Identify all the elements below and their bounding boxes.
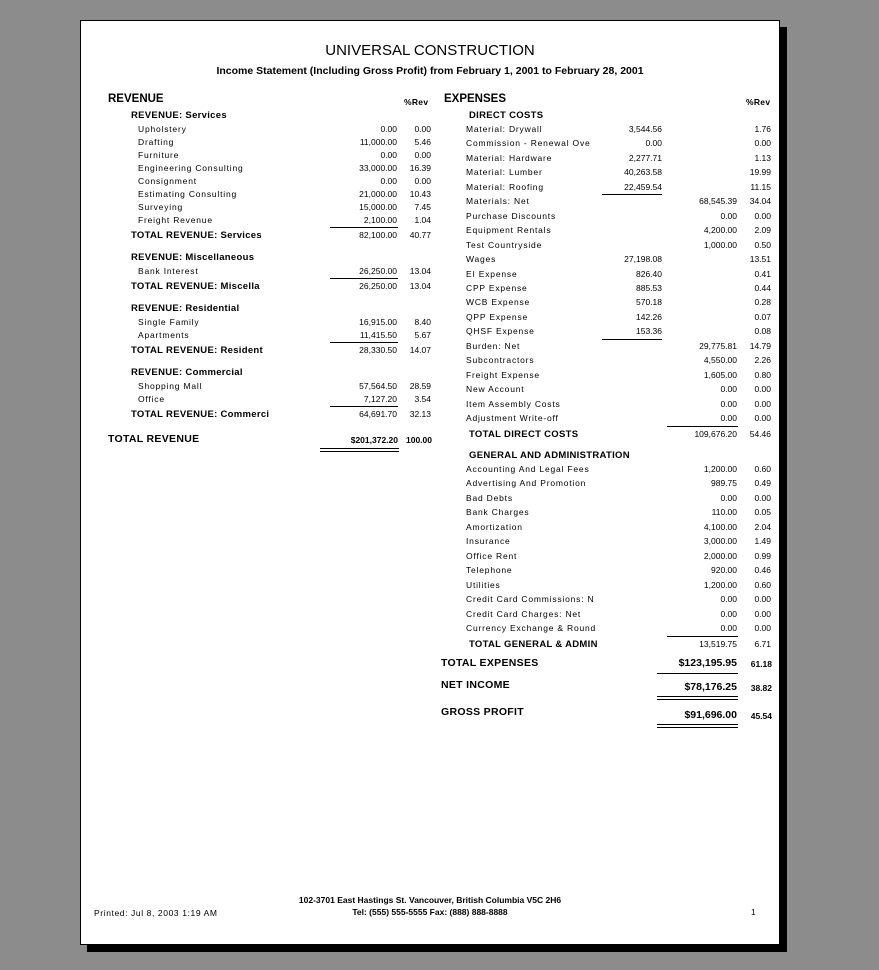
direct-cost-item-name: Freight Expense [466, 370, 540, 380]
total-rule [657, 699, 738, 700]
direct-cost-amount: 68,545.39 [699, 196, 737, 206]
revenue-item-amount: 21,000.00 [359, 189, 397, 199]
total-revenue-label: TOTAL REVENUE [108, 433, 200, 445]
gross-profit-label: GROSS PROFIT [441, 706, 524, 718]
direct-cost-amount: 0.00 [720, 399, 737, 409]
total-direct-costs-label: TOTAL DIRECT COSTS [469, 429, 579, 440]
ga-item-name: Currency Exchange & Round [466, 623, 597, 633]
ga-item-amount: 920.00 [711, 565, 737, 575]
direct-cost-item-name: Material: Hardware [466, 153, 553, 163]
direct-cost-amount: 29,775.81 [699, 341, 737, 351]
total-expenses-amount: $123,195.95 [678, 657, 737, 669]
revenue-item-amount: 7,127.20 [363, 394, 397, 404]
direct-cost-item-name: Purchase Discounts [466, 211, 556, 221]
ga-item-name: Amortization [466, 522, 523, 532]
ga-item-amount: 0.00 [720, 623, 737, 633]
ga-item-name: Credit Card Charges: Net [466, 609, 582, 619]
revenue-item-amount: 11,415.50 [359, 330, 397, 340]
revenue-group-total-amount: 82,100.00 [359, 230, 397, 240]
revenue-item-amount: 2,100.00 [363, 215, 397, 225]
direct-cost-pct: 2.09 [754, 225, 771, 235]
revenue-item-name: Apartments [138, 330, 190, 340]
direct-cost-pct: 11.15 [750, 182, 771, 192]
direct-cost-pct: 0.50 [754, 240, 771, 250]
ga-item-amount: 4,100.00 [703, 522, 737, 532]
subtotal-rule [330, 278, 398, 279]
expenses-heading: EXPENSES [444, 93, 506, 105]
direct-costs-heading: DIRECT COSTS [469, 110, 544, 121]
company-contact: Tel: (555) 555-5555 Fax: (888) 888-8888 [352, 907, 508, 917]
ga-heading: GENERAL AND ADMINISTRATION [469, 450, 630, 461]
subtotal-rule [602, 194, 662, 195]
ga-item-amount: 0.00 [720, 609, 737, 619]
direct-cost-item-name: Burden: Net [466, 341, 521, 351]
ga-item-pct: 2.04 [754, 522, 771, 532]
revenue-group-total-amount: 28,330.50 [359, 345, 397, 355]
ga-item-amount: 0.00 [720, 594, 737, 604]
direct-cost-item-name: Test Countryside [466, 240, 543, 250]
revenue-item-amount: 26,250.00 [359, 266, 397, 276]
direct-cost-pct: 34.04 [749, 196, 771, 206]
subtotal-rule [330, 406, 398, 407]
direct-cost-pct: 0.00 [754, 211, 771, 221]
revenue-item-pct: 8.40 [414, 317, 431, 327]
direct-cost-pct: 0.00 [754, 399, 771, 409]
revenue-item-amount: 0.00 [380, 176, 397, 186]
direct-cost-subamount: 142.26 [636, 312, 662, 322]
direct-cost-amount: 1,605.00 [703, 370, 737, 380]
revenue-item-name: Consignment [138, 176, 197, 186]
ga-item-name: Utilities [466, 580, 501, 590]
revenue-item-pct: 16.39 [409, 163, 431, 173]
revenue-item-pct: 5.46 [414, 137, 431, 147]
total-direct-costs-pct: 54.46 [749, 429, 771, 439]
revenue-group-heading: REVENUE: Residential [131, 303, 240, 314]
total-revenue-pct: 100.00 [406, 435, 432, 445]
revenue-item-amount: 0.00 [380, 150, 397, 160]
revenue-group-heading: REVENUE: Miscellaneous [131, 252, 255, 263]
direct-cost-subamount: 826.40 [636, 269, 662, 279]
printed-timestamp: Printed: Jul 8, 2003 1:19 AM [94, 908, 218, 918]
ga-item-pct: 1.49 [754, 536, 771, 546]
company-title: UNIVERSAL CONSTRUCTION [325, 42, 535, 59]
ga-item-pct: 0.00 [754, 623, 771, 633]
revenue-item-amount: 11,000.00 [359, 137, 397, 147]
subtotal-rule [330, 227, 398, 228]
ga-item-pct: 0.60 [754, 464, 771, 474]
direct-cost-item-name: Subcontractors [466, 355, 535, 365]
direct-cost-subamount: 0.00 [645, 138, 662, 148]
revenue-item-pct: 0.00 [414, 176, 431, 186]
total-ga-pct: 6.71 [754, 639, 771, 649]
direct-cost-item-name: EI Expense [466, 269, 518, 279]
direct-cost-subamount: 3,544.56 [628, 124, 662, 134]
ga-item-name: Insurance [466, 536, 511, 546]
direct-cost-pct: 0.08 [754, 326, 771, 336]
revenue-item-pct: 3.54 [414, 394, 431, 404]
revenue-group-total-label: TOTAL REVENUE: Commerci [131, 409, 270, 420]
revenue-item-name: Engineering Consulting [138, 163, 244, 173]
direct-cost-amount: 1,000.00 [703, 240, 737, 250]
revenue-item-pct: 28.59 [409, 381, 431, 391]
revenue-item-pct: 13.04 [409, 266, 431, 276]
direct-cost-pct: 1.76 [754, 124, 771, 134]
revenue-group-total-label: TOTAL REVENUE: Miscella [131, 281, 260, 292]
ga-item-name: Advertising And Promotion [466, 478, 587, 488]
total-rule [657, 673, 738, 674]
revenue-group-total-pct: 13.04 [409, 281, 431, 291]
direct-cost-subamount: 22,459.54 [624, 182, 662, 192]
total-rule [657, 724, 738, 725]
direct-cost-item-name: Material: Roofing [466, 182, 544, 192]
total-expenses-label: TOTAL EXPENSES [441, 657, 539, 669]
ga-item-pct: 0.46 [754, 565, 771, 575]
subtotal-rule [330, 342, 398, 343]
direct-cost-subamount: 27,198.08 [624, 254, 662, 264]
revenue-item-name: Single Family [138, 317, 200, 327]
ga-item-pct: 0.60 [754, 580, 771, 590]
direct-cost-item-name: Material: Drywall [466, 124, 543, 134]
expenses-pct-heading: %Rev [746, 97, 771, 107]
ga-item-amount: 1,200.00 [703, 464, 737, 474]
net-income-pct: 38.82 [750, 683, 772, 693]
revenue-group-total-amount: 64,691.70 [359, 409, 397, 419]
direct-cost-subamount: 40,263.58 [624, 167, 662, 177]
total-ga-label: TOTAL GENERAL & ADMIN [469, 639, 598, 650]
ga-item-amount: 110.00 [711, 507, 737, 517]
direct-cost-pct: 14.79 [749, 341, 771, 351]
revenue-group-heading: REVENUE: Commercial [131, 367, 243, 378]
subtotal-rule [667, 426, 738, 427]
revenue-group-heading: REVENUE: Services [131, 110, 227, 121]
direct-cost-item-name: Item Assembly Costs [466, 399, 561, 409]
direct-cost-item-name: Adjustment Write-off [466, 413, 559, 423]
revenue-group-total-pct: 14.07 [409, 345, 431, 355]
page-number: 1 [751, 907, 757, 917]
direct-cost-item-name: WCB Expense [466, 297, 531, 307]
ga-item-pct: 0.05 [754, 507, 771, 517]
direct-cost-amount: 0.00 [720, 413, 737, 423]
direct-cost-pct: 0.28 [754, 297, 771, 307]
ga-item-amount: 1,200.00 [703, 580, 737, 590]
revenue-item-pct: 5.67 [414, 330, 431, 340]
direct-cost-item-name: Wages [466, 254, 497, 264]
revenue-item-pct: 1.04 [414, 215, 431, 225]
direct-cost-amount: 0.00 [720, 384, 737, 394]
revenue-item-name: Office [138, 394, 165, 404]
revenue-item-name: Upholstery [138, 124, 187, 134]
direct-cost-subamount: 153.36 [636, 326, 662, 336]
direct-cost-subamount: 2,277.71 [628, 153, 662, 163]
subtotal-rule [667, 636, 738, 637]
ga-item-name: Accounting And Legal Fees [466, 464, 590, 474]
total-rule [320, 451, 399, 452]
direct-cost-amount: 0.00 [720, 211, 737, 221]
revenue-item-amount: 16,915.00 [359, 317, 397, 327]
revenue-pct-heading: %Rev [404, 97, 429, 107]
ga-item-amount: 2,000.00 [703, 551, 737, 561]
net-income-label: NET INCOME [441, 679, 510, 691]
total-direct-costs-amount: 109,676.20 [694, 429, 737, 439]
gross-profit-amount: $91,696.00 [684, 709, 737, 721]
ga-item-name: Office Rent [466, 551, 518, 561]
revenue-group-total-pct: 40.77 [409, 230, 431, 240]
revenue-heading: REVENUE [108, 93, 164, 105]
ga-item-amount: 989.75 [711, 478, 737, 488]
ga-item-name: Bank Charges [466, 507, 530, 517]
revenue-item-name: Drafting [138, 137, 175, 147]
subtotal-rule [602, 339, 662, 340]
direct-cost-pct: 0.00 [754, 384, 771, 394]
total-expenses-pct: 61.18 [750, 659, 772, 669]
direct-cost-pct: 1.13 [754, 153, 771, 163]
direct-cost-item-name: New Account [466, 384, 525, 394]
direct-cost-pct: 0.80 [754, 370, 771, 380]
direct-cost-item-name: QPP Expense [466, 312, 529, 322]
revenue-item-name: Furniture [138, 150, 180, 160]
ga-item-name: Telephone [466, 565, 513, 575]
direct-cost-pct: 0.07 [754, 312, 771, 322]
total-rule [657, 696, 738, 697]
revenue-item-amount: 57,564.50 [359, 381, 397, 391]
direct-cost-item-name: CPP Expense [466, 283, 528, 293]
direct-cost-pct: 13.51 [749, 254, 771, 264]
direct-cost-item-name: QHSF Expense [466, 326, 535, 336]
direct-cost-pct: 0.44 [754, 283, 771, 293]
total-rule [657, 727, 738, 728]
direct-cost-pct: 0.00 [754, 138, 771, 148]
revenue-group-total-amount: 26,250.00 [359, 281, 397, 291]
ga-item-pct: 0.00 [754, 493, 771, 503]
direct-cost-item-name: Material: Lumber [466, 167, 543, 177]
ga-item-pct: 0.00 [754, 594, 771, 604]
ga-item-amount: 0.00 [720, 493, 737, 503]
direct-cost-pct: 2.26 [754, 355, 771, 365]
revenue-group-total-label: TOTAL REVENUE: Resident [131, 345, 264, 356]
ga-item-name: Bad Debts [466, 493, 513, 503]
direct-cost-item-name: Commission - Renewal Ove [466, 138, 591, 148]
gross-profit-pct: 45.54 [750, 711, 772, 721]
revenue-group-total-label: TOTAL REVENUE: Services [131, 230, 262, 241]
report-page [80, 20, 780, 945]
ga-item-pct: 0.99 [754, 551, 771, 561]
ga-item-pct: 0.49 [754, 478, 771, 488]
direct-cost-amount: 4,200.00 [703, 225, 737, 235]
direct-cost-subamount: 570.18 [636, 297, 662, 307]
revenue-item-name: Shopping Mall [138, 381, 203, 391]
direct-cost-item-name: Materials: Net [466, 196, 530, 206]
direct-cost-item-name: Equipment Rentals [466, 225, 552, 235]
ga-item-name: Credit Card Commissions: N [466, 594, 595, 604]
revenue-item-pct: 10.43 [409, 189, 431, 199]
company-address: 102-3701 East Hastings St. Vancouver, British Columbia V5C 2H6 [298, 895, 562, 905]
revenue-item-name: Surveying [138, 202, 183, 212]
revenue-group-total-pct: 32.13 [409, 409, 431, 419]
direct-cost-amount: 4,550.00 [703, 355, 737, 365]
report-subtitle: Income Statement (Including Gross Profit) from February 1, 2001 to February 28, 2001 [216, 65, 644, 77]
direct-cost-pct: 0.00 [754, 413, 771, 423]
revenue-item-pct: 0.00 [414, 150, 431, 160]
revenue-item-amount: 33,000.00 [359, 163, 397, 173]
revenue-item-pct: 0.00 [414, 124, 431, 134]
revenue-item-name: Estimating Consulting [138, 189, 238, 199]
direct-cost-subamount: 885.53 [636, 283, 662, 293]
total-rule [320, 448, 399, 449]
revenue-item-amount: 15,000.00 [359, 202, 397, 212]
revenue-item-name: Freight Revenue [138, 215, 213, 225]
revenue-item-amount: 0.00 [380, 124, 397, 134]
ga-item-pct: 0.00 [754, 609, 771, 619]
revenue-item-pct: 7.45 [414, 202, 431, 212]
total-revenue-amount: $201,372.20 [350, 435, 398, 445]
direct-cost-pct: 0.41 [754, 269, 771, 279]
direct-cost-pct: 19.99 [749, 167, 771, 177]
net-income-amount: $78,176.25 [684, 681, 737, 693]
ga-item-amount: 3,000.00 [703, 536, 737, 546]
total-ga-amount: 13,519.75 [699, 639, 737, 649]
revenue-item-name: Bank Interest [138, 266, 199, 276]
